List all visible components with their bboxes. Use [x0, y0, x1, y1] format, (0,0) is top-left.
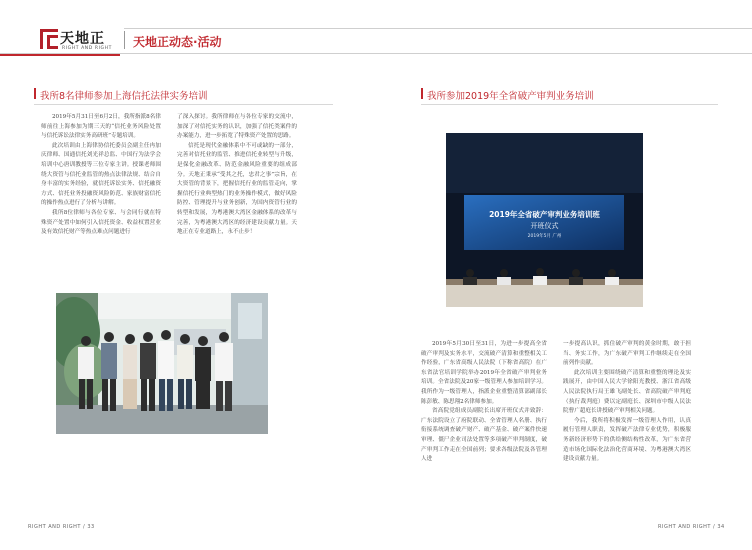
right-article-title: 我所参加2019年全省破产审判业务培训 [427, 91, 594, 102]
paragraph: 省高院党组成员副院长出席开班仪式并致辞：广东法院设立了府院联动、全省管理人名册、执行衔接系统调查破产财产、破产基金、破产案件快速审理、僵尸企业司法处置等多项破产审判制度，破产审判工作走在全国前列；要求各级法院及各管理人进 [421, 408, 547, 463]
paragraph: 今后，我所将积极发挥一级管理人作用，认真履行管理人职责，发挥破产法律专业优势，积极服务新经济形势下的供给侧结构性改革，为广东省营造市场化国际化法治化营商环境、为粤港澳大湾区建设贡献力量。 [563, 417, 691, 463]
training-photo-image [446, 133, 643, 307]
footer-page-right: RIGHT AND RIGHT / 34 [658, 524, 725, 530]
left-article-title-bullet [34, 88, 36, 99]
paragraph: 一步提高认识，抓住破产审判的黄金时期，敢于担当、务实工作，为广东破产审判工作继续走在全国前列作贡献。 [563, 341, 691, 367]
left-article-title-rule [34, 104, 333, 105]
paragraph: 2019年5月31日至6月2日，我所指派8名律师前往上海参加为期三天的“信托业务风险处置与信托诉讼法律实务高研班”专题培训。 [41, 114, 161, 140]
page-header [0, 0, 752, 58]
logo-text-en: RIGHT AND RIGHT [62, 46, 112, 51]
group-photo-image [56, 293, 268, 434]
paragraph: 信托是现代金融体系中不可或缺的一部分，完善对信托业的监管、推进信托业转型与升级，是保化金融改革、防范金融风险重要的组成部分。天地正秉承“受其之托，忠君之事”宗旨，在大资管的背景下，把握信托行业的监管走向，掌握信托行业典型热门的业务操作模式，做好风险防控、管理提升与业务创新，为国内资管行业的转型和发展，为粤港澳大湾区金融体系的改革与完善，为粤港澳大湾区的经济建设贡献力量。天地正在专业道路上，永不止步！ [177, 142, 297, 236]
banner-line-1: 2019年全省破产审判业务培训班 [489, 210, 600, 219]
right-article-column-2 [563, 340, 691, 465]
logo-text-cn: 天地正 [60, 31, 105, 47]
logo-mark-icon [40, 29, 58, 49]
right-article-column-1 [421, 340, 547, 465]
training-opening-photo [446, 133, 643, 307]
section-title: 天地正动态·活动 [133, 35, 222, 49]
paragraph: 此次培训由上海律协信托委员会副主任冉加庆律师、国通信托刘光祥总监、中国行为法学会培训中心唐训教授等三位专家主讲。授课老师围绕大资管与信托业监管的热点法律法规、结合自身丰富的实务经验，就信托诉讼实务、信托融资方式、信托业务投融资风险防范、家族财富信托的操作热点进行了分析与讲解。 [41, 142, 161, 207]
header-top-rule [124, 28, 752, 29]
paragraph: 了深入探讨。我所律师在与各位专家的交流中，加深了对信托实务的认识，加强了信托类案件的办案能力，进一步拓宽了特殊资产处置的思路。 [177, 114, 297, 140]
right-article-title-bullet [421, 88, 423, 99]
header-divider [124, 31, 125, 49]
banner-line-2: 开班仪式 [530, 222, 559, 230]
left-article-title: 我所8名律师参加上海信托法律实务培训 [40, 91, 208, 102]
footer-page-left: RIGHT AND RIGHT / 33 [28, 524, 95, 530]
paragraph: 我所8位律师与各位专家、与会同行就在特殊资产处置中如何引入信托资金、收益权置营业及有效信托财产等热点难点问题进行 [41, 209, 161, 236]
banner-line-3: 2019年5月 广州 [527, 234, 562, 239]
left-article-column-2 [177, 113, 297, 238]
header-accent-bar [0, 54, 120, 56]
paragraph: 此次培训主要围绕破产清算和重整的理论及实践展开，由中国人民大学徐阳光教授、浙江省高级人民法院执行局王雄飞副处长、省高院破产审判庭（执行裁判庭）费以定副庭长、深圳市中级人民法院曹广超庭长讲授破产审判相关问题。 [563, 369, 691, 415]
group-photo-lawyers [56, 293, 268, 434]
brand-logo [40, 28, 118, 54]
right-article-title-rule [421, 104, 718, 105]
left-article-column-1 [41, 113, 161, 238]
paragraph: 2019年5月30日至31日，为进一步提高全省破产审判及实务水平，交流破产清算和重整相关工作经验，广东省高级人民法院（下称省高院）在广东省法官培训学院举办2019年全省破产审判业务培训。全省法院及20家一级管理人参加培训学习。我所作为一级管理人，指派企业重整清算部副部长陈彭敏、陈思翔2名律师参加。 [421, 341, 547, 405]
